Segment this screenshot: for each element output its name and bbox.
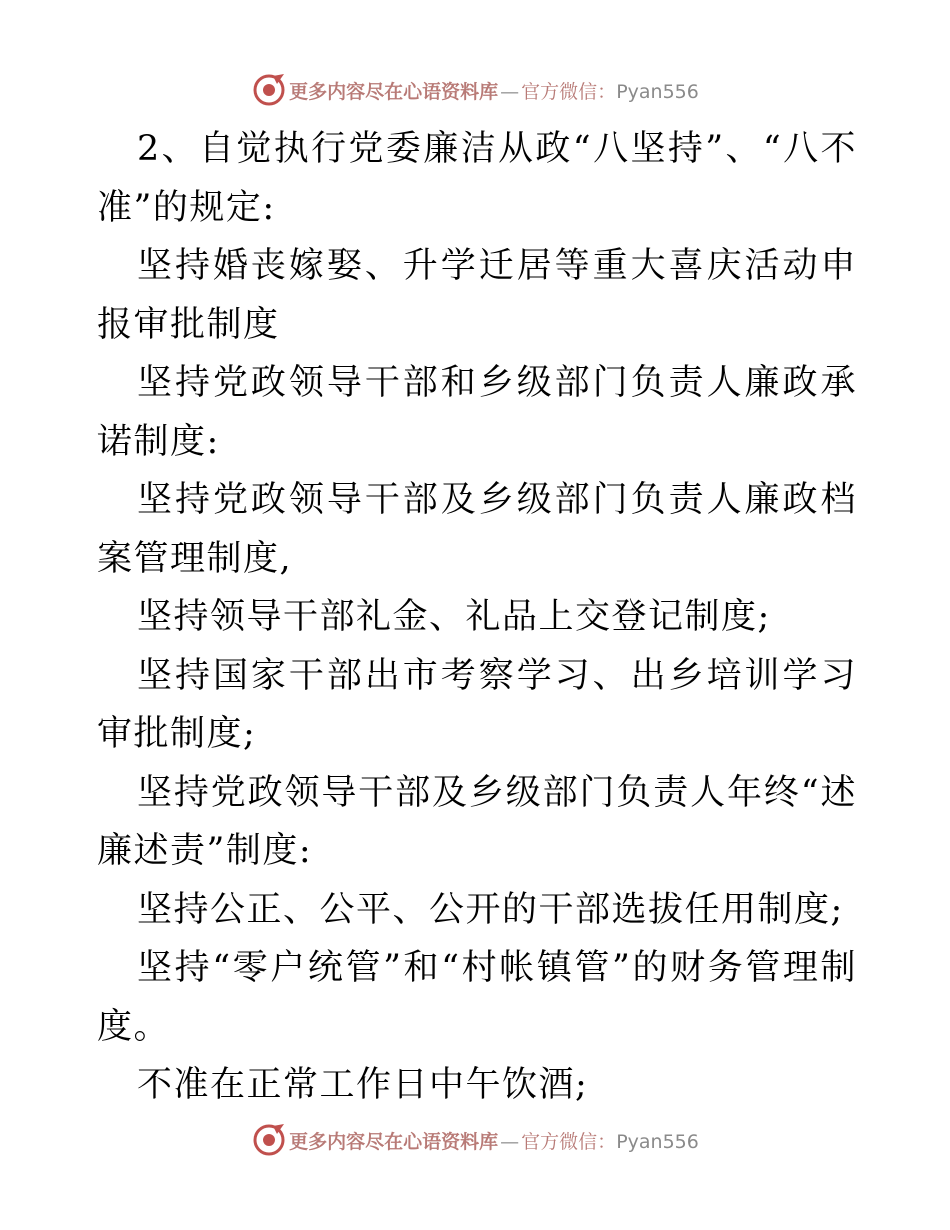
document-body	[97, 120, 857, 1115]
paragraph: 坚持党政领导干部及乡级部门负责人年终“述廉述责”制度:	[97, 772, 857, 871]
watermark-label: 官方微信：	[521, 80, 617, 103]
watermark-separator: —	[500, 80, 520, 103]
logo-icon	[251, 1122, 287, 1158]
watermark-header	[0, 70, 950, 110]
paragraph: 坚持党政领导干部及乡级部门负责人廉政档案管理制度,	[97, 480, 857, 579]
watermark-text: 更多内容尽在心语资料库	[289, 80, 499, 103]
paragraph: 坚持国家干部出市考察学习、出乡培训学习审批制度;	[97, 655, 857, 754]
paragraph: 不准在正常工作日中午饮酒;	[137, 1065, 589, 1105]
watermark-account: Pyan556	[616, 80, 699, 103]
paragraph: 坚持婚丧嫁娶、升学迁居等重大喜庆活动申报审批制度	[97, 246, 857, 345]
watermark-separator: —	[500, 1130, 520, 1153]
paragraph: 坚持公正、公平、公开的干部选拔任用制度;	[137, 889, 844, 930]
watermark-label: 官方微信：	[521, 1130, 617, 1153]
watermark-text: 更多内容尽在心语资料库	[289, 1130, 499, 1153]
logo-icon	[251, 72, 287, 108]
watermark-footer	[0, 1120, 950, 1160]
paragraph: 坚持“零户统管”和“村帐镇管”的财务管理制度。	[97, 948, 857, 1047]
paragraph: 坚持领导干部礼金、礼品上交登记制度;	[137, 597, 771, 637]
paragraph: 坚持党政领导干部和乡级部门负责人廉政承诺制度:	[97, 363, 857, 462]
watermark-account: Pyan556	[616, 1130, 699, 1153]
paragraph: 2、自觉执行党委廉洁从政“八坚持”、“八不准”的规定:	[97, 129, 857, 228]
